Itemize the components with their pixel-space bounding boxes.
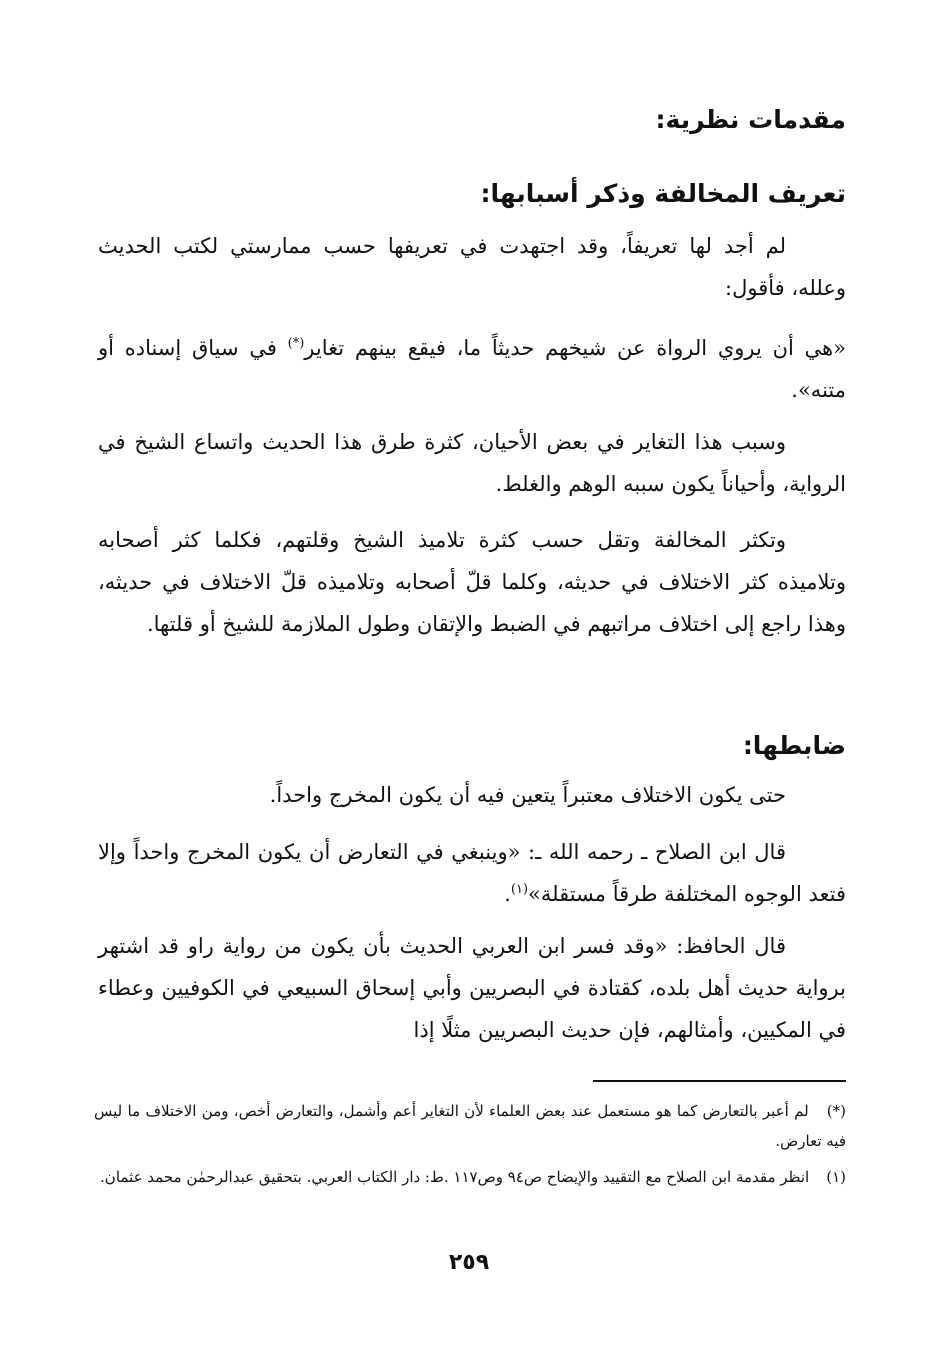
paragraph-text: «هي أن يروي الرواة عن شيخهم حديثاً ما، فيقع بينهم تغاير [304,336,846,360]
paragraph-definition [98,327,846,411]
footnote-marker-star[interactable]: (*) [287,336,305,351]
footnote-mark: (١) [826,1168,846,1186]
footnote-marker-1[interactable]: (١) [510,882,529,897]
paragraph-text-end: في سياق إسناده أو متنه». [98,336,846,402]
footnote-1 [94,1162,846,1192]
paragraph-text: قال ابن الصلاح ـ رحمه الله ـ: «وينبغي في التعارض أن يكون المخرج واحداً وإلا فتعد الوجوه المختلفة طرقاً مستقلة» [98,840,846,906]
paragraph-text: قال الحافظ: «وقد فسر ابن العربي الحديث بأن يكون من رواية راو قد اشتهر برواية حديث أهل بلده، كقتادة في البصريين وأبي إسحاق السبيعي في الكوفيين وعطاء في المكيين، وأمثالهم، فإن حديث البصريين مثلًا إذا [98,934,846,1042]
paragraph-text-end: . [504,882,511,906]
footnote-text: انظر مقدمة ابن الصلاح مع التقييد والإيضاح ص٩٤ وص١١٧ .ط: دار الكتاب العربي. بتحقيق عبدالرحمٰن محمد عثمان. [100,1168,810,1186]
paragraph-text: حتى يكون الاختلاف معتبراً يتعين فيه أن يكون المخرج واحداً. [269,783,786,807]
section-heading-intro: مقدمات نظرية: [655,105,846,134]
paragraph-hafiz-quote [98,925,846,1051]
paragraph-ibn-salah-quote [98,831,846,915]
paragraph-frequency [98,519,846,645]
paragraph-causes [98,421,846,505]
footnote-mark: (*) [826,1102,846,1120]
footnote-divider [593,1080,846,1082]
section-heading-rule: ضابطها: [742,731,846,760]
page-number: ٢٥٩ [448,1250,490,1275]
section-heading-definition: تعريف المخالفة وذكر أسبابها: [480,179,846,208]
footnote-text: لم أعبر بالتعارض كما هو مستعمل عند بعض العلماء لأن التغاير أعم وأشمل، والتعارض أخص، ومن الاختلاف ما ليس فيه تعارض. [94,1102,846,1150]
paragraph-text: لم أجد لها تعريفاً، وقد اجتهدت في تعريفها حسب ممارستي لكتب الحديث وعلله، فأقول: [98,234,846,300]
paragraph-text: وسبب هذا التغاير في بعض الأحيان، كثرة طرق هذا الحديث واتساع الشيخ في الرواية، وأحياناً يكون سببه الوهم والغلط. [98,430,846,496]
footnote-star [94,1096,846,1156]
paragraph-definition-intro [98,225,846,309]
paragraph-text: وتكثر المخالفة وتقل حسب كثرة تلاميذ الشيخ وقلتهم، فكلما كثر أصحابه وتلاميذه كثر الاختلاف في حديثه، وكلما قلّ أصحابه وتلاميذه قلّ الاختلاف في حديثه، وهذا راجع إلى اختلاف مراتبهم في الضبط والإتقان وطول الملازمة للشيخ أو قلتها. [98,528,846,636]
paragraph-rule [98,774,846,816]
